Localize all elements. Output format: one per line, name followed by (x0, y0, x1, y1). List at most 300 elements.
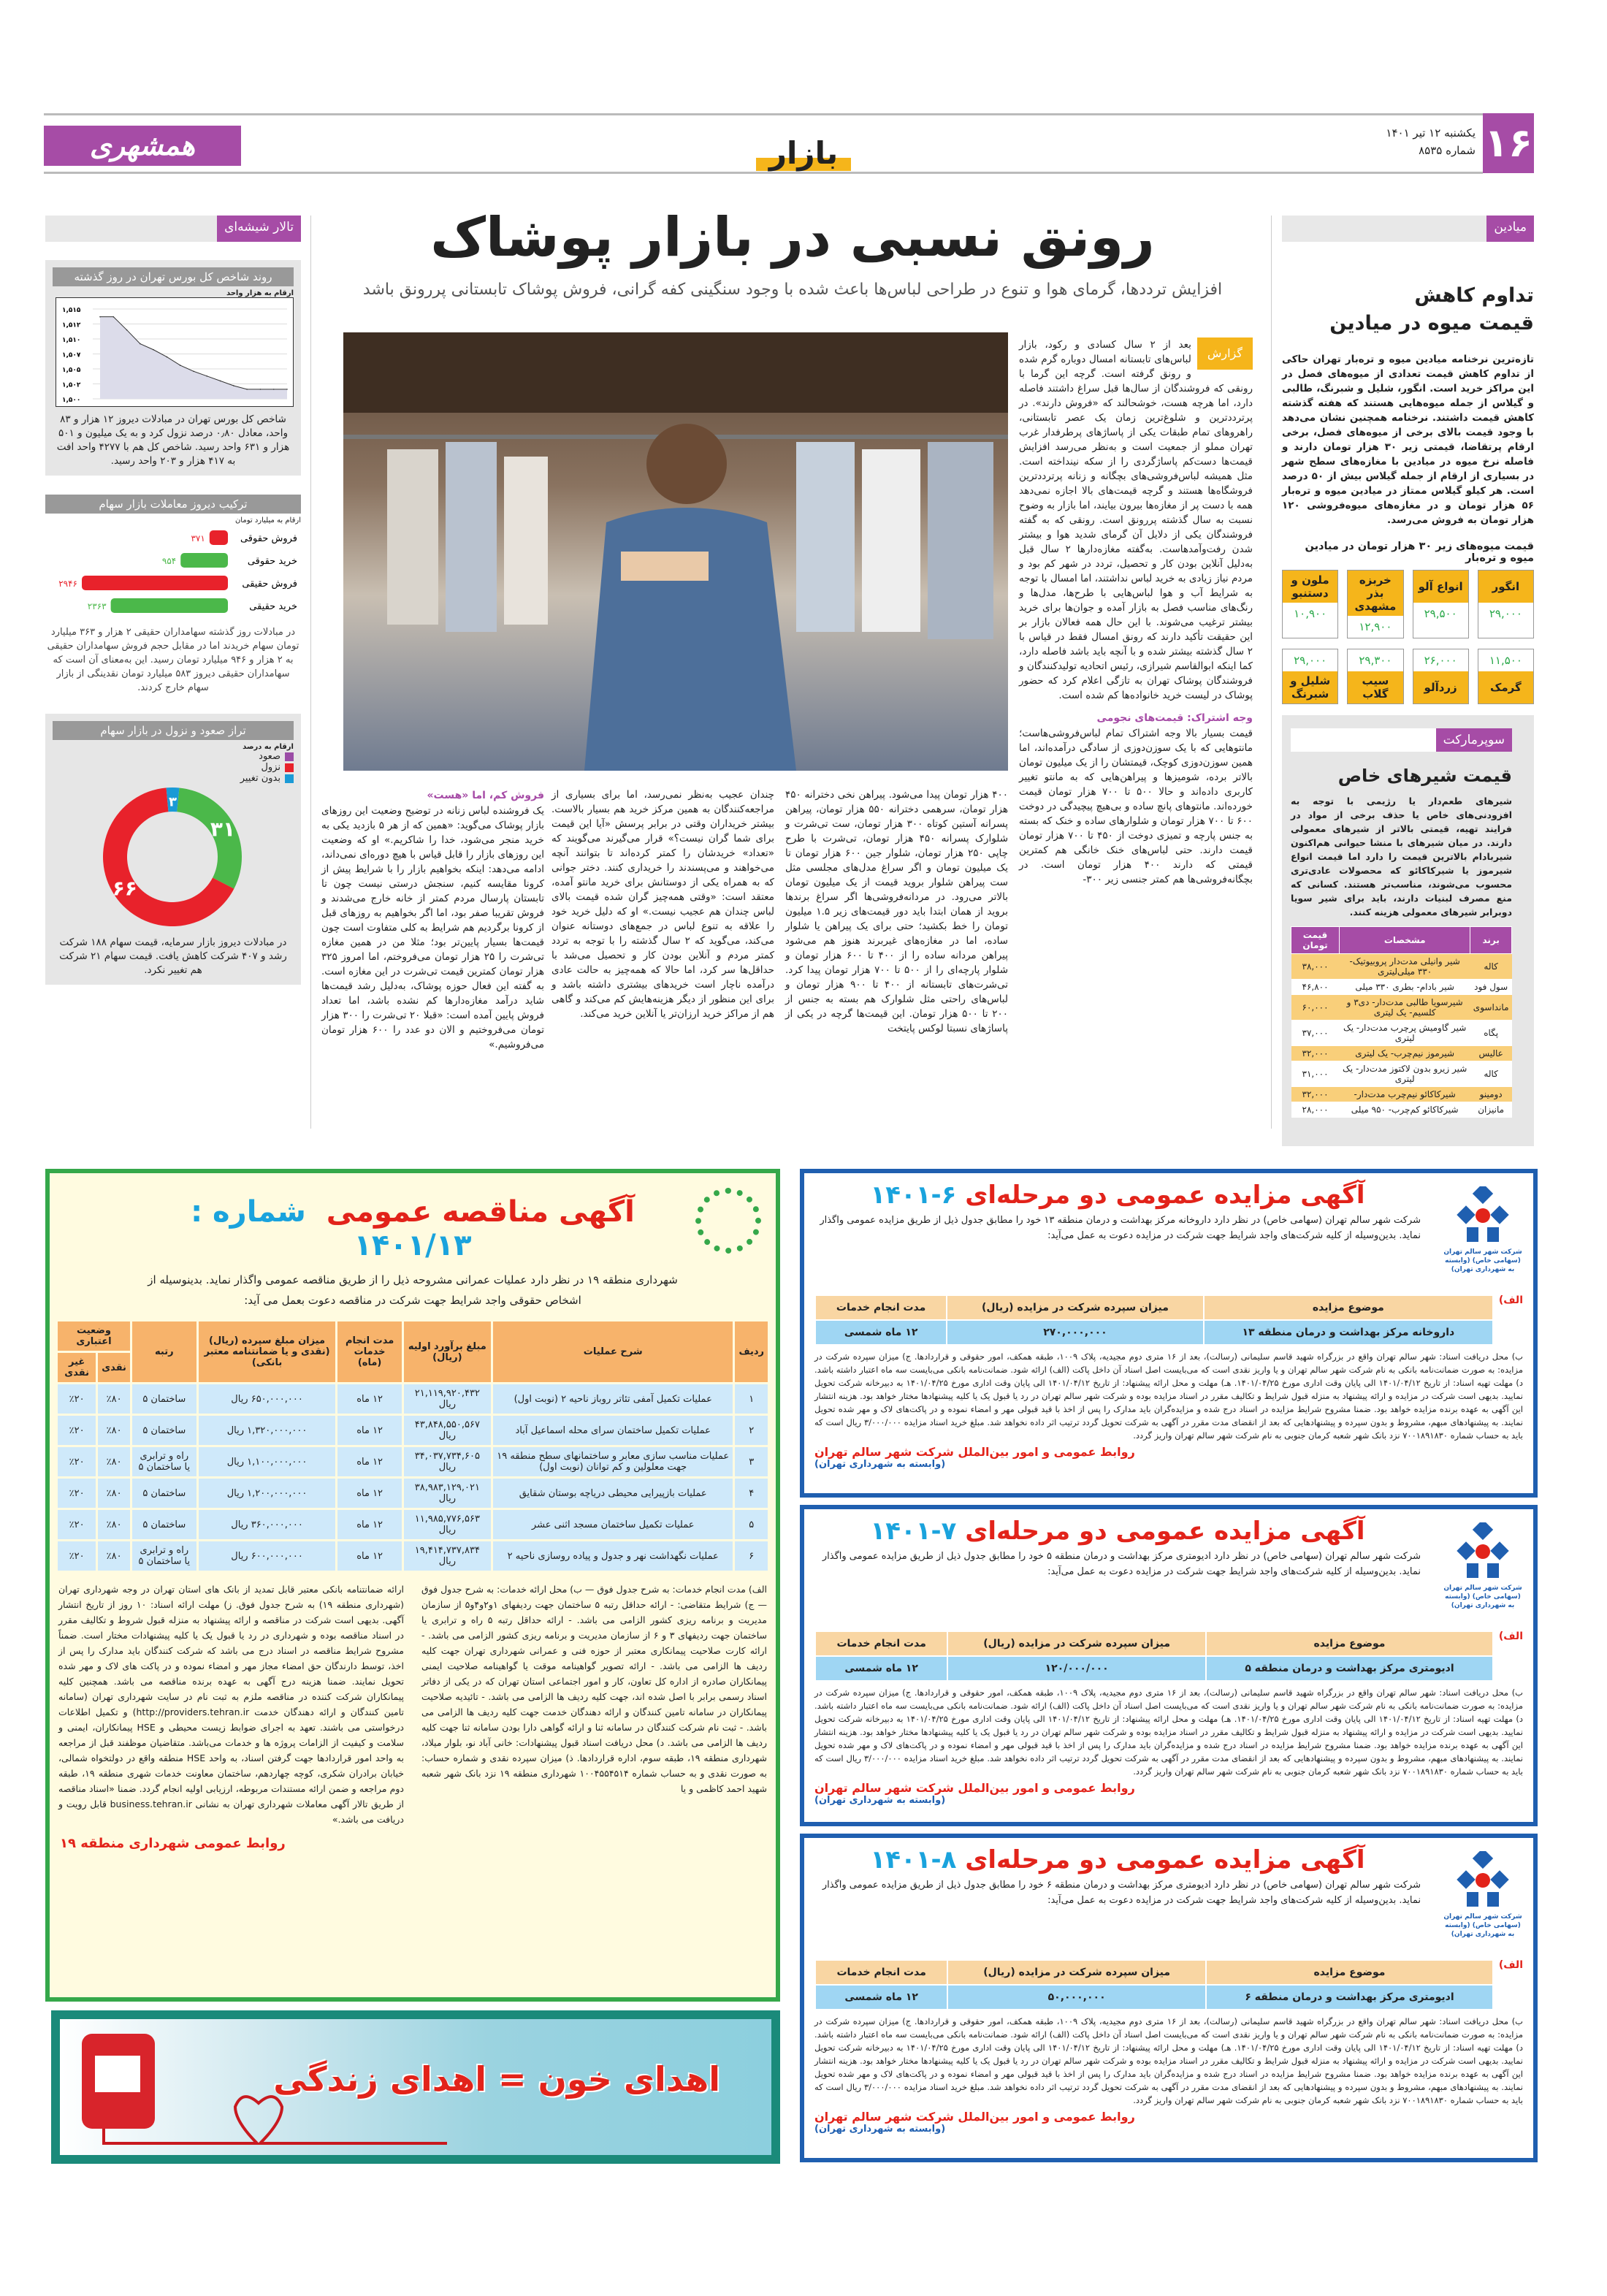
blood-ad-slogan: اهدای خون = اهدای زندگی (273, 2059, 720, 2099)
right-sidebar (1282, 216, 1534, 704)
auction-number: ۶-۱۴۰۱ (870, 1181, 957, 1210)
bar (111, 598, 228, 613)
cell-duration: ۱۲ ماه شمسی (815, 1320, 947, 1345)
article-column-3: چندان عجیب به‌نظر نمی‌رسد، اما برای بسیاری از مراجعه‌کنندگان به همین مرکز خرید هم بسیار بالاست. بیشتر خریداران وقتی در برابر پرسش «آیا این قیمت برای شما گران نیست؟» قرار می‌گیرند می‌گویند که «تعداد» خریدشان را کمتر کرده‌اند تا بتوانند آنچه می‌خواهند و می‌پسندند را خریداری کنند. دختر جوانی که به همراه یکی از دوستانش برای خرید مانتو آمده، معتقد است: «وقتی همه‌چیز گران شده قیمت بالای لباس چندان هم عجیب نیست.» او که دلیل خرید خود را علاقه به تنوع لباس در جمع‌های دوستانه عنوان می‌کند، می‌گوید که ۲ سال گذشته را با توجه به تردد کمتر مردم و آنلاین بودن کار و تحصیل می‌شد با حداقل‌ها سر کرد، اما حالا که همه‌چیز به حالت عادی درآمده ناچار است خریدهای بیشتری داشته باشد و برای این منظور از دیگر هزینه‌هایش کم می‌کند و گاهی هم از مراکز خرید ارزان‌تر یا آنلاین خرید می‌کند. (551, 789, 774, 1020)
cell-brand: پگاه (1470, 1021, 1512, 1046)
fruit-table-title: قیمت میوه‌های زیر ۳۰ هزار تومان در میادین میوه و تره‌بار (1305, 541, 1534, 564)
tehran-municipality-logo-icon (695, 1188, 761, 1254)
auction-header (814, 1517, 1523, 1626)
bar (210, 530, 228, 545)
table-row (815, 1320, 1493, 1345)
auction-header (814, 1181, 1523, 1290)
auction-table (814, 1294, 1494, 1346)
cell-spec: شیرسویا طالبی مدت‌دار- دی۳ و کلسیم- یک لیتری (1340, 995, 1470, 1021)
cell-spec: شیرموز نیم‌چرب- یک لیتری (1340, 1046, 1470, 1061)
table-row (57, 1509, 769, 1541)
col-noncash: غیر نقدی (57, 1352, 97, 1384)
data-point (286, 389, 288, 390)
row-label: الف) (1498, 1959, 1523, 1971)
issue-info (1373, 124, 1476, 159)
cell-grade: راه و ترابری یا ساختمان ۵ (131, 1446, 197, 1478)
auction-number: ۸-۱۴۰۱ (870, 1845, 957, 1874)
cell-estimate: ۳۴,۰۳۷,۷۳۴,۶۰۵ ریال (402, 1446, 492, 1478)
donut-caption: در مبادلات دیروز بازار سرمایه، قیمت سهام ۱۸۸ شرکت رشد و ۴۰۷ شرکت کاهش یافت. قیمت سهام ۲۱ شرکت هم تغییر نکرد. (59, 937, 287, 976)
cell-duration: ۱۲ ماه (337, 1415, 402, 1446)
article-column-2: ۴۰۰ هزار تومان پیدا می‌شود. پیراهن نخی دخترانه ۴۵۰ هزار تومان، سرهمی دخترانه ۵۵۰ هزار تومان، پیراهن پسرانه آستین کوتاه ۳۰۰ هزار تومان، ست تی‌شرت و شلوارک پسرانه ۴۵۰ هزار تومان، تی‌شرت با طرح چاپی ۲۵۰ هزار تومان، شلوار جین ۶۰۰ هزار تومان تا یک میلیون تومان و اگر سراغ مدل‌های مجلسی مثل ست پیراهن شلوار بروید قیمت از یک میلیون تومان بالاتر می‌رود. در مردانه‌فروشی‌ها اگر سراغ برندها بروید از همان ابتدا باید دور قیمت‌های زیر ۱.۵ میلیون تومان را خط بکشید؛ حتی برای یک پیراهن یا شلوار ساده، اما در مغازه‌های غیربرند هنوز هم می‌شود پیراهن مردانه ساده را از ۴۰۰ تا ۶۰۰ هزار تومان و شلوار پارچه‌ای را از ۵۰۰ تا ۷۰۰ هزار تومان پیدا کرد. تی‌شرت‌های تابستانه از ۴۰۰ تا ۹۰۰ هزار تومان و لباس‌های راحتی مثل شلوارک هم بسته به جنس از ۲۰۰ تا ۵۰۰ هزار تومان. این قیمت‌ها گرچه در یکی از پاساژهای نسبتا لوکس پایتخت (785, 789, 1009, 1034)
newspaper-logo: همشهری (44, 126, 241, 166)
fruit-price: ۲۹,۰۰۰ (1489, 607, 1522, 620)
auction-title-text: آگهی مزایده عمومی دو مرحله‌ای (965, 1181, 1365, 1210)
table-row (1291, 1102, 1512, 1118)
article-headline: رونق نسبی در بازار پوشاک (430, 206, 1155, 269)
cell-deposit: ۱۲۰/۰۰۰/۰۰۰ (947, 1656, 1206, 1681)
chart-unit: ارقام به میلیارد تومان (234, 516, 301, 525)
bar (82, 576, 228, 590)
mayadin-tagbar (1282, 216, 1534, 242)
cell-spec: شیرکاکائو کم‌چرب- ۹۵۰ میلی (1340, 1102, 1470, 1118)
auction-table-wrap (814, 1294, 1523, 1346)
fruit-article-title (1282, 282, 1534, 337)
fruit-name: سیب گلاب (1348, 671, 1402, 703)
data-point (206, 375, 207, 377)
glass-hall-tagbar (45, 216, 301, 242)
fruit-name: گرمک (1478, 671, 1533, 703)
fruit-price: ۲۶,۰۰۰ (1424, 654, 1457, 667)
fruit-name: شلیل و شبرنگ (1283, 671, 1337, 703)
auction-table (814, 1959, 1494, 2010)
article-text: یک فروشنده لباس زنانه در توضیح وضعیت این روزهای بازار پوشاک می‌گوید: «همین که از هر ۵ بازدید یکی به خرید منجر می‌شود، خدا را شاکریم.» او که وضعیت این روزهای بازار را قابل قیاس با هیچ دوره‌ای نمی‌داند، ادامه می‌دهد: اینکه بخواهیم بازار را با شرایط پیش از کرونا مقایسه کنیم، سنجش درستی نیست چون تا تابستان پارسال مردم کمتر از خانه خارج می‌شدند و فروش تقریبا صفر بود، اما اگر بخواهیم به روزهای قبل از کرونا برگردیم هم شرایط به کلی متفاوت است چون قیمت‌ها بسیار پایین‌تر بود؛ مثلا من در همین مغازه تی‌شرت را ۲۵ هزار تومان می‌فروختم، اما امروز ۳۲۵ هزار تومان کمترین قیمت تی‌شرت در این مغازه است. به گفته این فعال حوزه پوشاک، به‌دلیل رشد قیمت‌ها شاید درآمد مغازه‌دارها کم نشده باشد، اما تعداد فروش پایین آمده است: «قبلا ۲۰ تی‌شرت را ۳۰۰ هزار تومان می‌فروختیم و الان دو عدد را ۶۰۰ هزار تومان می‌فروشیم.» (321, 805, 545, 1050)
cell-deposit: ۶۵۰,۰۰۰,۰۰۰ ریال (197, 1384, 337, 1415)
cell-brand: مانداسوی (1470, 995, 1512, 1021)
logo-caption: شرکت شهر سالم تهران (سهامی خاص) (وابسته به شهرداری تهران) (1443, 1248, 1522, 1273)
table-row (1291, 980, 1512, 995)
logo-caption: شرکت شهر سالم تهران (سهامی خاص) (وابسته به شهرداری تهران) (1443, 1584, 1522, 1609)
slice-label: ۳ (168, 794, 177, 810)
col-duration: مدت انجام خدمات (815, 1960, 947, 1985)
chart-title: تراز صعود و نزول در بازار سهام (53, 721, 294, 740)
cell-price: ۶۰,۰۰۰ (1291, 995, 1340, 1021)
cell-cash: ٪۸۰ (97, 1478, 131, 1509)
cell-estimate: ۱۱,۹۸۵,۷۷۶,۵۶۳ ریال (402, 1509, 492, 1541)
cell-price: ۳۱,۰۰۰ (1291, 1061, 1340, 1087)
signature-text: روابط عمومی و امور بین‌الملل شرکت شهر سالم تهران (814, 1445, 1135, 1459)
cell-spec: شیر وانیلی مدت‌دار پروبیوتیک- ۳۳۰ میلی‌لیتری (1340, 954, 1470, 980)
auction-title (814, 1517, 1421, 1546)
data-point (273, 389, 275, 390)
cell-spec: شیرکاکائو نیم‌چرب مدت‌دار- (1340, 1087, 1470, 1102)
chart-unit: ارقام به هزار واحد (226, 289, 294, 297)
col-estimate: مبلغ برآورد اولیه (ریال) (402, 1321, 492, 1384)
cell-estimate: ۴۳,۸۴۸,۵۵۰,۵۶۷ ریال (402, 1415, 492, 1446)
auction-intro: شرکت شهر سالم تهران (سهامی خاص) در نظر دارد ادیومتری مرکز بهداشت و درمان منطقه ۶ خود را مطابق جدول ذیل از طریق مزایده عمومی واگذار نماید. بدین‌وسیله از کلیه شرکت‌های واجد شرایط جهت شرکت در مزایده دعوت به عمل می‌آید: (822, 1880, 1421, 1906)
donut-chart (56, 784, 294, 930)
tender-title (50, 1195, 776, 1262)
fruit-price: ۱۱,۵۰۰ (1489, 654, 1522, 667)
cell-noncash: ٪۲۰ (57, 1384, 97, 1415)
cell-cash: ٪۸۰ (97, 1415, 131, 1446)
signature-sub: (وابسته به شهرداری تهران) (814, 1795, 946, 1806)
cell-brand: دومینو (1470, 1087, 1512, 1102)
cell-cash: ٪۸۰ (97, 1446, 131, 1478)
col-subject: موضوع مزایده (1206, 1960, 1493, 1985)
cell-row: ۱ (734, 1384, 769, 1415)
trade-caption: در مبادلات روز گذشته سهامداران حقیقی ۲ هزار و ۳۶۳ میلیارد تومان سهام خریدند اما در مقابل حجم فروش سهامداران حقیقی به ۲ هزار و ۹۴۶ میلیارد تومان رسید. این به‌معنای آن است که سهامداران حقیقی دیروز ۵۸۳ میلیارد تومان نقدینگی از بازار سهام خارج کردند. (47, 627, 299, 693)
article-text: قیمت بسیار بالا وجه اشتراک تمام لباس‌فروشی‌هاست؛ مانتوهایی که با یک سوزن‌دوزی از سادگی درآمده‌اند، اما همین سوزن‌دوزی کوچک، قیمتشان را از یک میلیون تومان بالاتر برده، شومیزها و پیراهن‌هایی که به مانتو تغییر کاربری داده‌اند و حالا ۵۰۰ تا ۷۰۰ هزار تومان قیمت خورده‌اند. مانتوهای پانچ ساده و بی‌هیچ پیچیدگی در دوخت ۶۰۰ تا ۷۰۰ هزار تومان و شلوارهای ساده و خنک که بسته به جنس پارچه و تمیزی دوخت از ۴۵۰ تا ۷۰۰ هزار تومان قیمت دارند. حتی لباس‌های خنک خانگی هم کمترین قیمتی که دارند ۴۰۰ هزار تومان است. در بچگانه‌فروشی‌ها هم کمتر جنسی زیر ۳۰۰- (1019, 728, 1253, 885)
cell-brand: کاله (1470, 1061, 1512, 1087)
auction-title-text: آگهی مزایده عمومی دو مرحله‌ای (965, 1517, 1365, 1546)
article-subtitle: افزایش ترددها، گرمای هوا و تنوع در طراحی لباس‌ها باعث شده با وجود سنگینی کفه گرانی، فروش پوشاک تابستانی پررونق باشد (362, 281, 1223, 299)
cell-description: عملیات تکمیل آمفی تئاتر روباز ناحیه ۲ (نوبت اول) (492, 1384, 734, 1415)
header-rule-bottom (44, 172, 1483, 174)
cell-grade: ساختمان ۵ (131, 1415, 197, 1446)
auction-intro: شرکت شهر سالم تهران (سهامی خاص) در نظر دارد داروخانه مرکز بهداشت و درمان منطقه ۱۳ خود را مطابق جدول ذیل از طریق مزایده عمومی واگذار نماید. بدین‌وسیله از کلیه شرکت‌های واجد شرایط جهت شرکت در مزایده دعوت به عمل می‌آید: (820, 1215, 1421, 1241)
row-label: الف) (1498, 1294, 1523, 1306)
cell-deposit: ۶۰۰,۰۰۰,۰۰۰ ریال (197, 1541, 337, 1572)
milk-title: قیمت شیرهای خاص (1337, 766, 1512, 786)
cell-duration: ۱۲ ماه شمسی (815, 1985, 947, 2010)
col-duration: مدت انجام خدمات (815, 1295, 947, 1320)
fruit-price: ۱۲,۹۰۰ (1359, 620, 1392, 633)
value-label: ۲۳۶۳ (87, 601, 107, 611)
table-row (57, 1446, 769, 1478)
signature-text: روابط عمومی و امور بین‌الملل شرکت شهر سالم تهران (814, 2110, 1135, 2124)
cell-description: عملیات مناسب سازی معابر و ساختمانهای سطح منطقه ۱۹ جهت معلولین و کم توانان (نوبت اول) (492, 1446, 734, 1478)
value-label: ۲۹۴۶ (58, 579, 77, 589)
trade-bar-chart (45, 525, 301, 619)
auction-table-wrap (814, 1631, 1523, 1682)
clothing-store-photo-icon (343, 332, 1008, 771)
cell-price: ۳۲,۰۰۰ (1291, 1046, 1340, 1061)
cell-duration: ۱۲ ماه (337, 1384, 402, 1415)
cell-cash: ٪۸۰ (97, 1384, 131, 1415)
y-tick-label: ۱,۵۰۰ (62, 397, 81, 404)
col-row: ردیف (734, 1321, 769, 1384)
cell-duration: ۱۲ ماه (337, 1478, 402, 1509)
auction-intro: شرکت شهر سالم تهران (سهامی خاص) در نظر دارد ادیومتری مرکز بهداشت و درمان منطقه ۵ خود را مطابق جدول ذیل از طریق مزایده عمومی واگذار نماید. بدین‌وسیله از کلیه شرکت‌های واجد شرایط جهت شرکت در مزایده دعوت به عمل می‌آید: (822, 1551, 1421, 1577)
cell-noncash: ٪۲۰ (57, 1415, 97, 1446)
tender-title-text: آگهی مناقصه عمومی (326, 1195, 635, 1229)
table-row (57, 1478, 769, 1509)
cell-estimate: ۲۱,۱۱۹,۹۲۰,۴۳۲ ریال (402, 1384, 492, 1415)
trade-chart-box (45, 495, 301, 695)
data-point (99, 316, 101, 318)
table-row (815, 1985, 1493, 2010)
auction-ad (800, 1834, 1538, 2162)
shahr-salem-logo-icon (1454, 1851, 1512, 1910)
bar (180, 553, 228, 568)
blood-donation-ad (51, 2010, 780, 2164)
category-label: فروش حقوقی (240, 533, 297, 544)
col-duration: مدت انجام خدمات (ماه) (337, 1321, 402, 1384)
cell-description: عملیات تکمیل ساختمان سرای محله اسماعیل آباد (492, 1415, 734, 1446)
y-tick-label: ۱,۵۱۰ (62, 337, 81, 344)
col-cash: نقدی (97, 1352, 131, 1384)
legend-swatch (285, 774, 294, 783)
cell-brand: سول فود (1470, 980, 1512, 995)
chart-title: ترکیب دیروز معاملات بازار سهام (45, 495, 301, 514)
report-tag: گزارش (1197, 337, 1253, 370)
fruit-card (1347, 649, 1403, 704)
chart-unit: ارقام به درصد (243, 743, 294, 751)
donut-legend (53, 751, 294, 784)
auction-table (814, 1631, 1494, 1682)
y-tick-label: ۱,۵۰۵ (62, 367, 81, 374)
y-tick-label: ۱,۵۰۷ (62, 351, 81, 359)
data-point (140, 343, 141, 345)
fruit-name: ملون و دستنبو (1283, 571, 1337, 603)
fruit-card (1478, 570, 1534, 638)
data-point (246, 389, 248, 390)
cell-description: عملیات نگهداشت نهر و جدول و پیاده روسازی ناحیه ۲ (492, 1541, 734, 1572)
signature-text: روابط عمومی و امور بین‌الملل شرکت شهر سالم تهران (814, 1781, 1135, 1795)
table-row (1291, 995, 1512, 1021)
auction-ad (800, 1505, 1538, 1826)
table-row (57, 1541, 769, 1572)
col-deposit: میزان سپرده شرکت در مزایده (ریال) (947, 1631, 1206, 1656)
cell-price: ۴۶,۸۰۰ (1291, 980, 1340, 995)
col-spec: مشخصات (1340, 927, 1470, 954)
cell-deposit: ۱,۳۲۰,۰۰۰,۰۰۰ ریال (197, 1415, 337, 1446)
signature-sub: (وابسته به شهرداری تهران) (814, 2124, 946, 2135)
col-price: قیمت تومان (1291, 927, 1340, 954)
category-label: خرید حقوقی (247, 556, 297, 567)
legend-item (53, 762, 294, 773)
data-point (260, 389, 262, 390)
cell-description: عملیات تکمیل ساختمان مسجد اثنی عشر (492, 1509, 734, 1541)
cell-duration: ۱۲ ماه (337, 1446, 402, 1478)
y-tick-label: ۱,۵۱۲ (62, 321, 81, 329)
cell-subject: ادیومتری مرکز بهداشت و درمان منطقه ۵ (1206, 1656, 1493, 1681)
data-point (180, 365, 181, 366)
auction-terms: ب) محل دریافت اسناد: شهر سالم تهران واقع در بزرگراه شهید قاسم سلیمانی (رسالت)، بعد از ۱۶ متری دوم مجیدیه، پلاک ۱۰۰۹، طبقه همکف، امور حقوقی و قراردادها. ج) میزان سپرده شرکت در مزایده: به صورت ضمانت‌نامه بانکی به نام شرکت شهر سالم تهران و یا واریز نقدی است که می‌بایست اصل اسناد آن داخل پاکت (الف) ارائه شود. ضمانت‌نامه بانکی می‌بایست سه ماه اعتبار داشته باشد. د) مهلت تهیه اسناد: از تاریخ ۱۴۰۱/۰۴/۱۲ الی پایان وقت اداری مورخ ۱۴۰۱/۰۴/۲۵. هـ) مهلت و محل ارائه پیشنهاد: از تاریخ ۱۴۰۱/۰۴/۱۲ الی پایان وقت اداری مورخ ۱۴۰۱/۰۴/۲۵ به دبیرخانه شرکت تحویل نمایید. بدیهی است شرکت در مزایده و ارائه پیشنهاد به منزله قبول شرایط و تکالیف مقرر در اسناد مزایده بوده و شرکت شهر سالم تهران در رد یا قبول یک یا کلیه پیشنهادها مختار خواهد بود. هزینه انتشار این آگهی به عهده برنده مزایده خواهد بود. ضمنا مشروح شرایط مزایده در اسناد درج شده و مزایده‌گران باید مدارک را پس از اخذ با قید قبولی مهر و امضاء نموده و در پاکت‌های لاک و مهر شده تحویل نمایند. به پیشنهادهای مبهم، مشروط و بدون سپرده و پیشنهادهایی که بعد از انقضای مدت مقرر در آگهی به شرکت تحویل گردد ترتیب اثر داده نخواهد شد. مبلغ خرید اسناد مزایده ۳/۰۰۰/۰۰۰ ریال است که باید به حساب شماره ۷۰۰۱۸۹۱۸۳۰ نزد بانک شهر شعبه کرمان جنوبی به نام شرکت شهر سالم تهران واریز گردد. (814, 2016, 1524, 2105)
column-divider (310, 216, 311, 1129)
area-fill (100, 317, 287, 399)
supermarket-tagbar (1291, 728, 1512, 752)
left-sidebar (45, 216, 301, 985)
fruit-price: ۲۹,۰۰۰ (1294, 654, 1327, 667)
shahr-salem-logo (1443, 1186, 1523, 1274)
cell-spec: شیر زیرو بدون لاکتوز مدت‌دار- یک لیتری (1340, 1061, 1470, 1087)
cell-spec: شیر گاومیش پرچرب مدت‌دار- یک لیتری (1340, 1021, 1470, 1046)
cell-price: ۳۸,۰۰۰ (1291, 954, 1340, 980)
page-number: ۱۶ (1483, 113, 1534, 173)
article-text: بعد از ۲ سال کسادی و رکود، بازار لباس‌های تابستانه امسال دوباره گرم شده و رونق گرفته است. گرچه این گرما با رونقی که فروشندگان از سال‌ها قبل سراغ داشتند فاصله دارد، اما هرچه هست، خوشحالند که «فروش دارند». در پرترددترین و شلوغ‌ترین زمان یک عصر تابستانی، راهروهای تمام طبقات یکی از پاساژهای پرطرفدار غرب تهران مملو از جمعیت است و به‌نظر می‌رسد افزایش قیمت‌ها دست‌کم پاساژگردی را از سکه نینداخته است. مثل همیشه لباس‌فروشی‌های بچگانه و زنانه پرترددترین فروشگاه‌ها هستند و گرچه قیمت‌های بالا اجازه نمی‌دهد همه با دست پر از مغازه‌ها بیرون بیایند، اما بازار به وضوح نسبت به سال گذشته پررونق است. رونقی که به گفته فروشندگان یکی از دلایل آن گرمای شدید هوا و بیشتر شدن رفت‌وآمدهاست. به‌گفته مغازه‌دارها ۲ سال قبل به‌دلیل آنلاین بودن کار و تحصیل، تردد در شهر کم بود و مردم نیاز زیادی به خرید لباس نداشتند، اما امسال با توجه به شرایط آب و هوا لباس‌هایی با طرح‌ها، مدل‌ها و رنگ‌های مناسب فصل به بازار آمده و جوان‌ها برای خرید بیشتر ترغیب می‌شوند. با این حال همه فعالان بازار بر این حقیقت تأکید دارند که رونق امسال فقط در قیاس با ۲ سال گذشته بیشتر شده و با آنچه باید باشد فاصله دارد، کما اینکه ابوالقاسم شیرازی، رئیس اتحادیه تولیدکنندگان و فروشندگان پوشاک تهران به تازگی اعلام کرد که حضور پوشاک در لیست خرید خانواده‌ها کم شده است. (1019, 339, 1253, 701)
shahr-salem-logo (1443, 1851, 1523, 1939)
header-rule-top (44, 113, 1483, 115)
cell-description: عملیات بازپیرایی محیطی دریاچه بوستان شقایق (492, 1478, 734, 1509)
legend-swatch (285, 752, 294, 761)
cell-duration: ۱۲ ماه شمسی (815, 1656, 947, 1681)
fruit-price: ۲۹,۳۰۰ (1359, 654, 1392, 667)
milk-box (1282, 715, 1534, 1146)
fruit-price: ۱۰,۹۰۰ (1294, 607, 1327, 620)
article-subhead: فروش کم، اما «هست» (427, 790, 544, 801)
col-duration: مدت انجام خدمات (815, 1631, 947, 1656)
cell-subject: داروخانه مرکز بهداشت و درمان منطقه ۱۳ (1204, 1320, 1493, 1345)
fruit-price: ۲۹,۵۰۰ (1424, 607, 1457, 620)
logo-caption: شرکت شهر سالم تهران (سهامی خاص) (وابسته به شهرداری تهران) (1443, 1913, 1522, 1938)
cell-price: ۳۲,۰۰۰ (1291, 1087, 1340, 1102)
index-caption: شاخص کل بورس تهران در مبادلات دیروز ۱۲ هزار و ۸۳ واحد، معادل ۰٫۸۰ درصد نزول کرد و به یک میلیون و ۵۰۱ هزار و ۶۳۱ واحد رسید. شاخص کل هم با ۴۲۷۷ واحد افت به ۴۱۷ هزار و ۲۰۳ واحد رسید. (56, 413, 290, 467)
fruit-card (1347, 570, 1403, 638)
category-label: خرید حقیقی (249, 601, 297, 612)
auction-signature (814, 1445, 1523, 1470)
data-point (220, 381, 221, 382)
issue-number: شماره ۸۵۳۵ (1419, 144, 1476, 157)
slice-label: ۶۶ (112, 876, 137, 901)
cell-subject: ادیومتری مرکز بهداشت و درمان منطقه ۶ (1206, 1985, 1493, 2010)
category-label: فروش حقیقی (242, 579, 297, 590)
cell-grade: ساختمان ۵ (131, 1478, 197, 1509)
fruit-card (1413, 649, 1469, 704)
title-line-2: قیمت میوه در میادین (1329, 312, 1534, 335)
cell-duration: ۱۲ ماه (337, 1509, 402, 1541)
fruit-card (1413, 570, 1469, 638)
cell-brand: مانیزان (1470, 1102, 1512, 1118)
title-line-1: تداوم کاهش (1414, 284, 1534, 307)
fruit-name: انگور (1478, 571, 1533, 603)
col-credit: وضعیت اعتباری (57, 1321, 131, 1352)
cell-deposit: ۱,۱۰۰,۰۰۰,۰۰۰ ریال (197, 1446, 337, 1478)
legend-label: بدون تغییر (240, 773, 280, 784)
signature-sub: (وابسته به شهرداری تهران) (814, 1459, 946, 1470)
tender-intro: شهرداری منطقه ۱۹ در نظر دارد عملیات عمرانی مشروحه ذیل را از طریق مناقصه عمومی واگذار نماید. بدینوسیله از اشخاص حقوقی واجد شرایط جهت شرکت در مناقصه دعوت بعمل می آید: (148, 1273, 678, 1307)
legend-label: نزول (261, 762, 280, 773)
cell-price: ۳۷,۰۰۰ (1291, 1021, 1340, 1046)
section-tag: سوپرمارکت (1436, 728, 1512, 752)
auction-ad (800, 1169, 1538, 1498)
fruit-name: انواع آلو (1413, 571, 1468, 603)
cell-brand: کاله (1470, 954, 1512, 980)
legend-item (53, 751, 294, 762)
tender-terms-left: ارائه ضمانتنامه بانکی معتبر قابل تمدید از بانک های استان تهران در وجه شهرداری تهران (شهرداری منطقه ۱۹) به شرح جدول فوق. ز) مهلت ارائه اسناد: ۱۰ روز از تاریخ انتشار آگهی. بدیهی است شرکت در مناقصه و ارائه پیشنهاد به منزله قبول شروط و تکالیف مقرر در اسناد مناقصه بوده و شهرداری در رد یا قبول یک یا کلیه پیشنهادات مختار است. ضمناً مشروح شرایط مناقصه در اسناد درج می باشد که شرکت کنندگان باید مدارک را پس از اخذ، توسط دارندگان حق امضاء مجاز مهر و امضاء نموده و در پاکت های لاک و مهر شده تحویل نمایند. ضمنا هزینه درج آگهی به عهده برنده مناقصه می باشد. همچنین کلیه پیمانکاران شرکت کننده در مناقصه ملزم به ثبت نام در سایت شهرداری تهران (سامانه تامین کنندگان و ارائه دهندگان خدمت http://providers.tehran.ir) و تکمیل اطلاعات درخواستی می باشند. تعهد به اجرای ضوابط زیست محیطی و HSE پیمانکاران، ایمنی و سلامت و کیفیت از الزامات پروژه ها و خدمات می‌باشد. متقاضیان موظفند قبل از مراجعه به واحد امور قراردادها جهت گرفتن اسناد، به واحد HSE منطقه واقع در دولتخواه شمالی، خیابان برادران شکری، کوچه چهاردهم، ساختمان معاونت خدمات شهری منطقه ۱۹، طبقه دوم مراجعه و ضمن ارائه مستندات مربوطه، ارزیابی اولیه انجام گردد. ضمنا «اسناد مناقصه از طریق تالار آگهی معاملات شهرداری تهران به نشانی business.tehran.ir قابل رویت و دریافت می باشد.» (58, 1584, 404, 1825)
cell-row: ۲ (734, 1415, 769, 1446)
auction-title (814, 1845, 1421, 1874)
fruit-name: خربزه بذر مشهدی (1348, 571, 1402, 616)
value-label: ۹۵۴ (161, 556, 177, 566)
auction-terms: ب) محل دریافت اسناد: شهر سالم تهران واقع در بزرگراه شهید قاسم سلیمانی (رسالت)، بعد از ۱۶ متری دوم مجیدیه، پلاک ۱۰۰۹، طبقه همکف، امور حقوقی و قراردادها. ج) میزان سپرده شرکت در مزایده: به صورت ضمانت‌نامه بانکی به نام شرکت شهر سالم تهران و یا واریز نقدی است که می‌بایست اصل اسناد آن داخل پاکت (الف) ارائه شود. ضمانت‌نامه بانکی می‌بایست سه ماه اعتبار داشته باشد. د) مهلت تهیه اسناد: از تاریخ ۱۴۰۱/۰۴/۱۲ الی پایان وقت اداری مورخ ۱۴۰۱/۰۴/۲۵. هـ) مهلت و محل ارائه پیشنهاد: از تاریخ ۱۴۰۱/۰۴/۱۲ الی پایان وقت اداری مورخ ۱۴۰۱/۰۴/۲۵ به دبیرخانه شرکت تحویل نمایید. بدیهی است شرکت در مزایده و ارائه پیشنهاد به منزله قبول شرایط و تکالیف مقرر در اسناد مزایده بوده و شرکت شهر سالم تهران در رد یا قبول یک یا کلیه پیشنهادها مختار خواهد بود. هزینه انتشار این آگهی به عهده برنده مزایده خواهد بود. ضمنا مشروح شرایط مزایده در اسناد درج شده و مزایده‌گران باید مدارک را پس از اخذ با قید قبولی مهر و امضاء نموده و در پاکت‌های لاک و مهر شده تحویل نمایند. به پیشنهادهای مبهم، مشروط و بدون سپرده و پیشنهادهایی که بعد از انقضای مدت مقرر در آگهی به شرکت تحویل گردد ترتیب اثر داده نخواهد شد. مبلغ خرید اسناد مزایده ۳/۰۰۰/۰۰۰ ریال است که باید به حساب شماره ۷۰۰۱۸۹۱۸۳۰ نزد بانک شهر شعبه کرمان جنوبی به نام شرکت شهر سالم تهران واریز گردد. (814, 1687, 1524, 1777)
auction-signature (814, 2110, 1523, 2135)
row-label: الف) (1498, 1631, 1523, 1642)
data-point (153, 349, 154, 351)
cell-noncash: ٪۲۰ (57, 1541, 97, 1572)
data-point (126, 329, 128, 331)
auction-title (814, 1181, 1421, 1210)
cell-row: ۳ (734, 1446, 769, 1478)
y-tick-label: ۱,۵۱۵ (62, 307, 81, 314)
cell-cash: ٪۸۰ (97, 1541, 131, 1572)
data-point (112, 316, 114, 318)
fruit-name: زردآلو (1413, 671, 1468, 703)
tender-number: شماره : ۱۴۰۱/۱۳ (191, 1195, 472, 1262)
auction-terms: ب) محل دریافت اسناد: شهر سالم تهران واقع در بزرگراه شهید قاسم سلیمانی (رسالت)، بعد از ۱۶ متری دوم مجیدیه، پلاک ۱۰۰۹، طبقه همکف، امور حقوقی و قراردادها. ج) میزان سپرده شرکت در مزایده: به صورت ضمانت‌نامه بانکی به نام شرکت شهر سالم تهران و یا واریز نقدی است که می‌بایست اصل اسناد آن داخل پاکت (الف) ارائه شود. ضمانت‌نامه بانکی می‌بایست سه ماه اعتبار داشته باشد. د) مهلت تهیه اسناد: از تاریخ ۱۴۰۱/۰۴/۱۲ الی پایان وقت اداری مورخ ۱۴۰۱/۰۴/۲۵. هـ) مهلت و محل ارائه پیشنهاد: از تاریخ ۱۴۰۱/۰۴/۱۲ الی پایان وقت اداری مورخ ۱۴۰۱/۰۴/۲۵ به دبیرخانه شرکت تحویل نمایید. بدیهی است شرکت در مزایده و ارائه پیشنهاد به منزله قبول شرایط و تکالیف مقرر در اسناد مزایده بوده و شرکت شهر سالم تهران در رد یا قبول یک یا کلیه پیشنهادها مختار خواهد بود. هزینه انتشار این آگهی به عهده برنده مزایده خواهد بود. ضمنا مشروح شرایط مزایده در اسناد درج شده و مزایده‌گران باید مدارک را پس از اخذ با قید قبولی مهر و امضاء نموده و در پاکت‌های لاک و مهر شده تحویل نمایند. به پیشنهادهای مبهم، مشروط و بدون سپرده و پیشنهادهایی که بعد از انقضای مدت مقرر در آگهی به شرکت تحویل گردد ترتیب اثر داده نخواهد شد. مبلغ خرید اسناد مزایده ۳/۰۰۰/۰۰۰ ریال است که باید به حساب شماره ۷۰۰۱۸۹۱۸۳۰ نزد بانک شهر شعبه کرمان جنوبی به نام شرکت شهر سالم تهران واریز گردد. (814, 1351, 1524, 1441)
issue-date: یکشنبه ۱۲ تیر ۱۴۰۱ (1386, 126, 1476, 140)
cell-spec: شیر بادام- بطری ۳۳۰ میلی (1340, 980, 1470, 995)
column-divider (1271, 216, 1272, 1129)
cell-grade: راه و ترابری یا ساختمان ۵ (131, 1541, 197, 1572)
cell-row: ۵ (734, 1509, 769, 1541)
article-photo (343, 332, 1008, 771)
table-row (1291, 1021, 1512, 1046)
cell-duration: ۱۲ ماه (337, 1541, 402, 1572)
legend-item (53, 773, 294, 784)
col-description: شرح عملیات (492, 1321, 734, 1384)
col-grade: رتبه (131, 1321, 197, 1384)
table-row (815, 1656, 1493, 1681)
article-column-4 (321, 787, 544, 1052)
table-row (1291, 1061, 1512, 1087)
section-tag: تالار شیشه‌ای (217, 216, 301, 242)
legend-label: صعود (259, 751, 280, 762)
index-area-chart (56, 297, 294, 407)
fruit-article-body: تازه‌ترین نرخنامه میادین میوه و تره‌بار تهران حاکی از تداوم کاهش قیمت تعدادی از میوه‌های فصل در این مراکز خرید است. انگور، شلیل و شبرنگ، طالبی و گیلاس از جمله میوه‌هایی هستند که هفته گذشته کاهش قیمت داشتند. نرخنامه همچنین نشان می‌دهد با وجود قیمت بالای برخی از میوه‌های فصل، برخی ارقام پرتقاضا، قیمتی زیر ۳۰ هزار تومان دارند و فاصله نرخ میوه در میادین با مغازه‌های سطح شهر در بسیاری از ارقام از جمله گیلاس بیش از ۵۰ درصد است. هر کیلو گیلاس ممتاز در میادین میوه و تره‌بار ۵۶ هزار تومان و در مغازه‌های میوه‌فروشی ۱۲۰ هزار تومان به فروش می‌رسد. (1282, 354, 1535, 526)
fruit-price-grid (1282, 570, 1534, 704)
col-deposit: میزان سپرده شرکت در مزایده (ریال) (947, 1960, 1206, 1985)
index-chart-box (45, 260, 301, 476)
milk-price-table (1291, 926, 1512, 1118)
fruit-card (1282, 570, 1338, 638)
tender-signature: روابط عمومی شهرداری منطقه ۱۹ (60, 1836, 286, 1851)
table-row (1291, 954, 1512, 980)
cell-grade: ساختمان ۵ (131, 1384, 197, 1415)
tender-ad (45, 1169, 780, 2002)
cell-noncash: ٪۲۰ (57, 1478, 97, 1509)
article-subhead: وجه اشتراک: قیمت‌های نجومی (1096, 712, 1253, 724)
cell-brand: عالیس (1470, 1046, 1512, 1061)
y-tick-label: ۱,۵۰۲ (62, 381, 81, 389)
value-label: ۳۷۱ (191, 533, 205, 544)
cell-estimate: ۳۸,۹۸۳,۱۲۹,۰۲۱ ریال (402, 1478, 492, 1509)
table-row (1291, 1087, 1512, 1102)
cell-noncash: ٪۲۰ (57, 1446, 97, 1478)
table-row (57, 1415, 769, 1446)
tender-table (56, 1319, 770, 1573)
section-title: بازار (756, 135, 851, 171)
shahr-salem-logo-icon (1454, 1186, 1512, 1245)
cell-estimate: ۱۹,۴۱۴,۷۳۷,۸۳۴ ریال (402, 1541, 492, 1572)
cell-deposit: ۳۶۰,۰۰۰,۰۰۰ ریال (197, 1509, 337, 1541)
tender-terms-right: الف) مدت انجام خدمات: به شرح جدول فوق — ب) محل ارائه خدمات: به شرح جدول فوق — ج) شرایط متقاضی: - ارائه حداقل رتبه ۵ ساختمان جهت ردیفهای ۱و۲و۴و۵ از سازمان مدیریت و برنامه ریزی کشور الزامی می باشد. - ارائه حداقل رتبه ۵ راه و ترابری یا ساختمان جهت ردیفهای ۳ و ۶ از سازمان مدیریت و برنامه ریزی کشور الزامی می باشد. - ارائه کارت صلاحیت پیمانکاری معتبر از حوزه فنی و عمرانی شهرداری تهران جهت کلیه ردیف ها الزامی می باشد. - ارائه تصویر گواهینامه موقت یا گواهینامه صلاحیت ایمنی پیمانکاران صادره از اداره کل تعاون، کار و امور اجتماعی استان تهران که در یکی از دفاتر اسناد رسمی برابر با اصل شده اند، جهت کلیه ردیف ها الزامی می باشد. - تائیدیه صلاحیت پیمانکاران در سامانه تامین کنندگان و ارائه دهندگان خدمت جهت کلیه ردیف ها الزامی می باشد. - ثبت نام شرکت کنندگان در سامانه ثنا و ارائه گواهی دارا بودن سامانه ثنا جهت کلیه ردیف ها الزامی می باشد. د) محل دریافت اسناد قبول پیشنهادات: خانی آباد نو، بلوار میلاد، شهرداری منطقه ۱۹، طبقه سوم، اداره قراردادها. ذ) میزان سپرده نقدی و شماره حساب: به صورت نقدی و به حساب شماره ۱۰۰۴۵۵۴۵۱۴ شهرداری منطقه ۱۹ نزد بانک شهر شعبه شهید احمد کاظمی و یا (421, 1584, 767, 1794)
cell-deposit: ۱,۲۰۰,۰۰۰,۰۰۰ ریال (197, 1478, 337, 1509)
section-tag: میادین (1486, 216, 1534, 242)
cell-price: ۲۸,۰۰۰ (1291, 1102, 1340, 1118)
table-row (1291, 1046, 1512, 1061)
cell-deposit: ۵۰,۰۰۰,۰۰۰ (947, 1985, 1206, 2010)
table-row (57, 1384, 769, 1415)
cell-row: ۶ (734, 1541, 769, 1572)
col-subject: موضوع مزایده (1204, 1295, 1493, 1320)
data-point (193, 370, 194, 372)
auction-title-text: آگهی مزایده عمومی دو مرحله‌ای (965, 1845, 1365, 1874)
fruit-card (1478, 649, 1534, 704)
auction-signature (814, 1781, 1523, 1806)
tender-terms (50, 1573, 776, 1836)
data-point (167, 356, 168, 358)
shahr-salem-logo (1443, 1522, 1523, 1610)
cell-cash: ٪۸۰ (97, 1509, 131, 1541)
data-point (233, 385, 234, 386)
col-deposit: میزان سپرده شرکت در مزایده (ریال) (947, 1295, 1203, 1320)
auction-table-wrap (814, 1959, 1523, 2010)
fruit-card (1282, 649, 1338, 704)
col-subject: موضوع مزایده (1206, 1631, 1493, 1656)
slice-label: ۳۱ (210, 817, 236, 842)
cell-deposit: ۲۷۰,۰۰۰,۰۰۰ (947, 1320, 1203, 1345)
chart-title: روند شاخص کل بورس تهران در روز گذشته (53, 267, 294, 286)
auction-header (814, 1845, 1523, 1955)
shahr-salem-logo-icon (1454, 1522, 1512, 1581)
cell-row: ۴ (734, 1478, 769, 1509)
